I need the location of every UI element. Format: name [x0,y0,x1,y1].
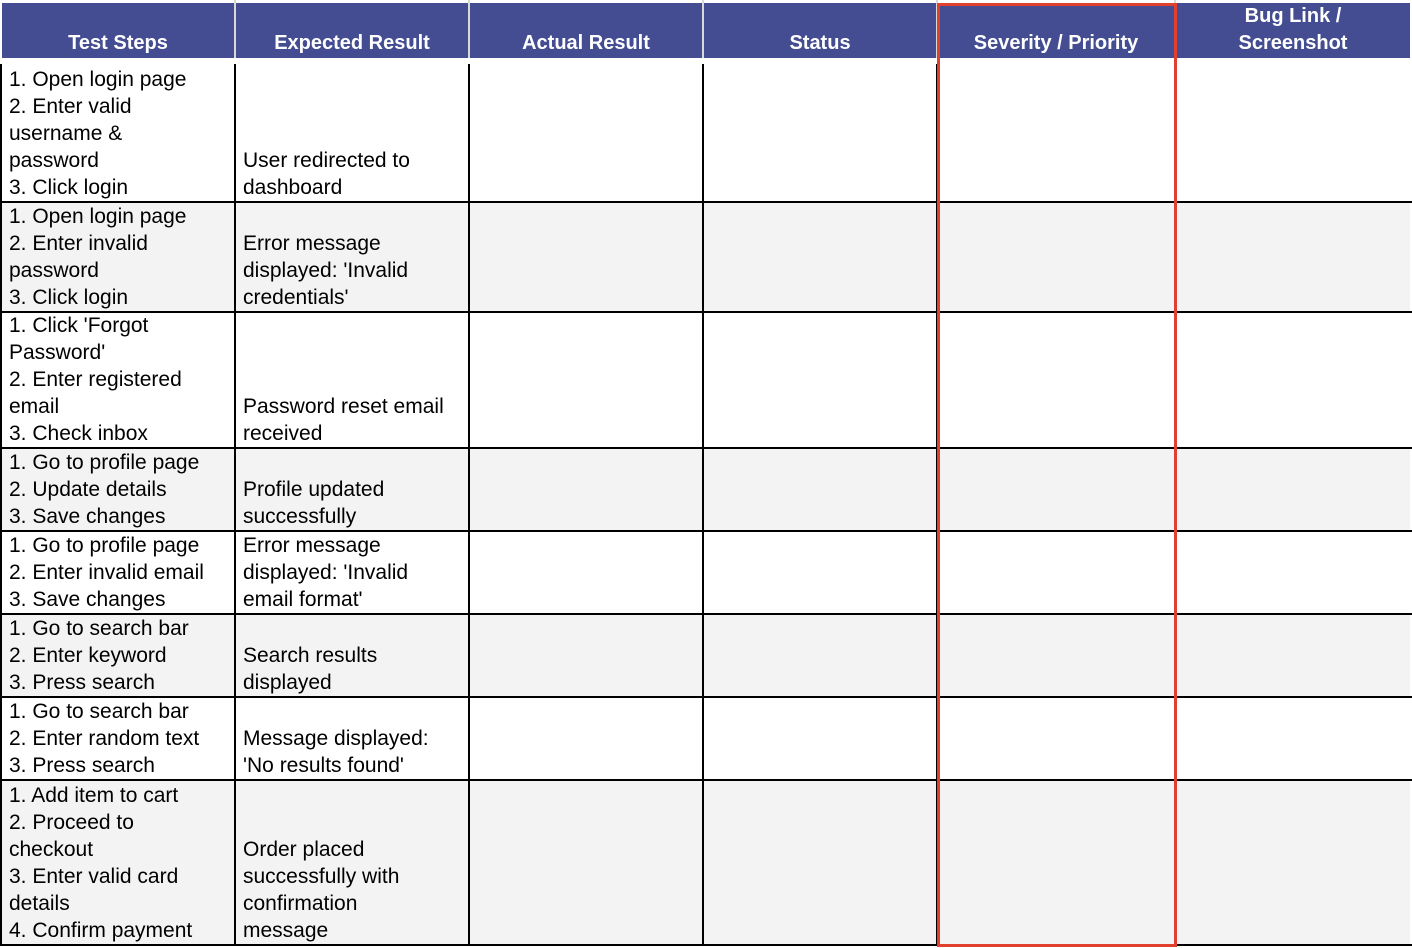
table-cell-expected-result[interactable]: Profile updated successfully [236,449,468,530]
header-divider [468,0,470,58]
table-cell-expected-result[interactable]: Order placed successfully with confirmation message [236,781,468,944]
table-cell-bug-link[interactable] [1176,66,1410,201]
column-divider [468,64,470,945]
table-cell-test-steps[interactable]: 1. Go to profile page 2. Enter invalid email 3. Save changes [2,532,234,613]
column-header-status[interactable]: Status [704,3,936,58]
table-cell-severity-priority[interactable] [938,532,1174,613]
table-cell-test-steps[interactable]: 1. Go to profile page 2. Update details 3. Save changes [2,449,234,530]
table-cell-severity-priority[interactable] [938,313,1174,447]
column-header-severity-priority[interactable]: Severity / Priority [938,3,1174,58]
column-divider [702,64,704,945]
table-cell-severity-priority[interactable] [938,698,1174,779]
row-divider [0,613,1412,615]
table-cell-expected-result[interactable]: Error message displayed: 'Invalid credentials' [236,203,468,311]
row-divider [0,447,1412,449]
row-divider [0,779,1412,781]
table-cell-status[interactable] [704,532,936,613]
table-cell-status[interactable] [704,781,936,944]
table-cell-actual-result[interactable] [470,449,702,530]
table-cell-actual-result[interactable] [470,615,702,696]
table-cell-status[interactable] [704,615,936,696]
column-header-bug-link[interactable]: Bug Link / Screenshot [1176,3,1410,58]
table-cell-bug-link[interactable] [1176,313,1410,447]
row-divider [0,696,1412,698]
table-cell-actual-result[interactable] [470,313,702,447]
table-cell-test-steps[interactable]: 1. Go to search bar 2. Enter keyword 3. Press search [2,615,234,696]
table-cell-actual-result[interactable] [470,532,702,613]
header-divider [936,0,938,58]
header-divider [1174,0,1176,58]
row-divider [0,944,1412,946]
header-divider [234,0,236,58]
column-divider [234,64,236,945]
table-cell-test-steps[interactable]: 1. Go to search bar 2. Enter random text 3. Press search [2,698,234,779]
row-divider [0,311,1412,313]
table-cell-test-steps[interactable]: 1. Open login page 2. Enter invalid password 3. Click login [2,203,234,311]
table-cell-status[interactable] [704,698,936,779]
table-cell-status[interactable] [704,313,936,447]
table-cell-status[interactable] [704,449,936,530]
table-cell-severity-priority[interactable] [938,615,1174,696]
table-cell-test-steps[interactable]: 1. Click 'Forgot Password' 2. Enter registered email 3. Check inbox [2,313,234,447]
table-cell-bug-link[interactable] [1176,203,1410,311]
table-cell-bug-link[interactable] [1176,449,1410,530]
table-cell-severity-priority[interactable] [938,203,1174,311]
table-cell-expected-result[interactable]: User redirected to dashboard [236,66,468,201]
table-cell-status[interactable] [704,203,936,311]
table-cell-actual-result[interactable] [470,698,702,779]
header-divider [702,0,704,58]
column-divider [936,64,938,945]
row-divider [0,530,1412,532]
table-cell-actual-result[interactable] [470,781,702,944]
table-cell-test-steps[interactable]: 1. Open login page 2. Enter valid username & password 3. Click login [2,66,234,201]
table-cell-severity-priority[interactable] [938,781,1174,944]
table-cell-expected-result[interactable]: Error message displayed: 'Invalid email format' [236,532,468,613]
table-cell-severity-priority[interactable] [938,66,1174,201]
table-cell-actual-result[interactable] [470,66,702,201]
table-cell-bug-link[interactable] [1176,615,1410,696]
table-cell-test-steps[interactable]: 1. Add item to cart 2. Proceed to checkout 3. Enter valid card details 4. Confirm payment [2,781,234,944]
column-header-test-steps[interactable]: Test Steps [2,3,234,58]
column-header-actual-result[interactable]: Actual Result [470,3,702,58]
column-divider [1174,64,1176,945]
column-header-expected-result[interactable]: Expected Result [236,3,468,58]
table-cell-bug-link[interactable] [1176,781,1410,944]
row-divider [0,201,1412,203]
table-cell-expected-result[interactable]: Message displayed: 'No results found' [236,698,468,779]
table-cell-bug-link[interactable] [1176,532,1410,613]
table-cell-expected-result[interactable]: Search results displayed [236,615,468,696]
table-cell-bug-link[interactable] [1176,698,1410,779]
table-cell-actual-result[interactable] [470,203,702,311]
table-cell-status[interactable] [704,66,936,201]
table-cell-severity-priority[interactable] [938,449,1174,530]
table-cell-expected-result[interactable]: Password reset email received [236,313,468,447]
column-divider [0,64,2,945]
